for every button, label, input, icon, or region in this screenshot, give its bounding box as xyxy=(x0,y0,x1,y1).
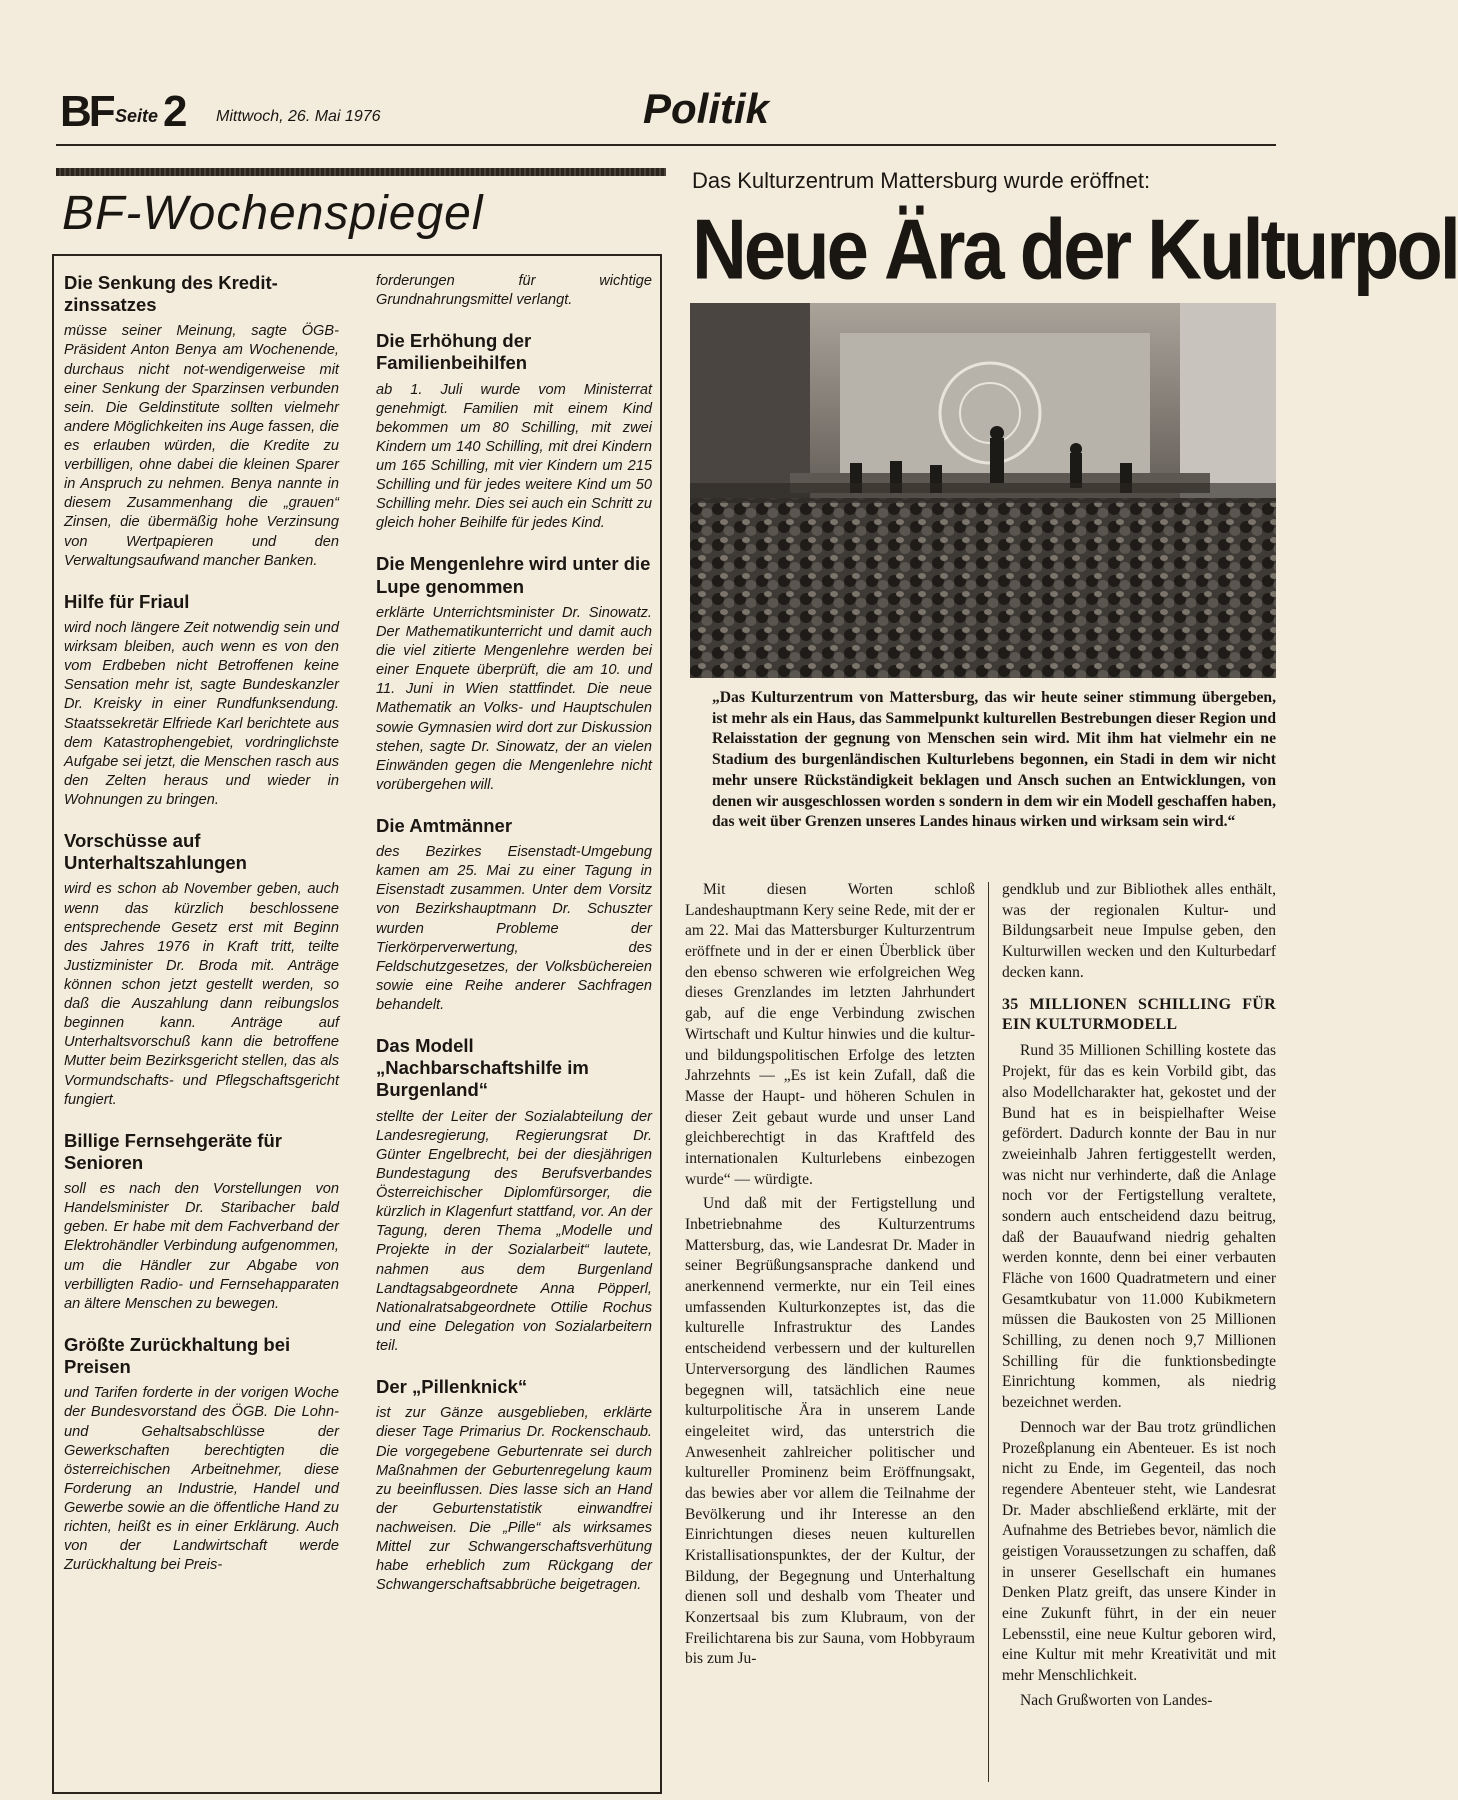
wochenspiegel-column-2 xyxy=(376,272,652,1615)
issue-date: Mittwoch, 26. Mai 1976 xyxy=(216,108,381,125)
news-heading: Das Modell „Nachbarschaftshilfe im Burgenland“ xyxy=(376,1035,589,1101)
concert-hall-photo xyxy=(690,303,1276,678)
news-body: und Tarifen forderte in der vorigen Woche der Bundesvorstand des ÖGB. Die Lohn- und Gehaltsabschlüsse der Gewerkschaften berechtigten die österreichischen Arbeitnehmer, diese Forderung an Industrie, Handel und Gewerbe sowie an die öffentliche Hand zu richten, heißt es in einer Erklärung. Auch von der Landwirtschaft werde Zurückhaltung bei Preis- xyxy=(64,1385,339,1574)
news-body: wird es schon ab November geben, auch wenn das kürzlich beschlossene entsprechende Gesetz erst mit Beginn des Jahres 1976 in Kraft tritt, teilte Justizminister Dr. Broda mit. Anträge können schon jetzt gestellt werden, so daß die Auszahlung dann reibungslos beginnen kann. Anträge auf Unterhaltsvorschuß kann die betroffene Mutter beim Bezirksgericht stellen, das als Vormundschafts- und Pflegschaftsgericht fungiert. xyxy=(64,881,339,1108)
news-heading: Hilfe für Friaul xyxy=(64,590,190,612)
wochenspiegel-column-1 xyxy=(64,272,339,1595)
news-body: wird noch längere Zeit notwendig sein und wirksam bleiben, auch wenn es von den vom Erdbeben nicht Betroffenen keine Sensation mehr ist, sagte Bundeskanzler Dr. Kreisky in einer Rundfunksendung. Staatssekretär Elfriede Karl berichtete aus dem Katastrophengebiet, vordringlichste Aufgabe sei jetzt, die Menschen rasch aus den Zelten heraus und wieder in Wohnungen zu bringen. xyxy=(64,619,339,808)
article-paragraph: gendklub und zur Bibliothek alles enthält, was der regionalen Kultur- und Bildungsarbeit neue Impulse geben, den Kulturwillen wecken und den Kulturbedarf decken kann. xyxy=(1002,881,1276,981)
masthead-rule xyxy=(56,144,1276,146)
news-item xyxy=(64,1130,339,1314)
article-lead-quote: „Das Kulturzentrum von Mattersburg, das wir heute seiner stimmung übergeben, ist mehr als ein Haus, das Sammelpunkt kulturellen Bestrebungen dieser Region und Relaisstation der gegnung von Menschen sein wird. Mit ihm hat vielmehr ein ne Stadium des burgenländischen Kulturlebens begonnen, ein Stadi in dem wir nicht mehr unsere Rückständigkeit beklagen und Ansch suchen an Entwicklungen, von denen wir ausgeschlossen worden s sondern in dem wir ein Modell geschaffen haben, das weit über Grenzen unseres Landes hinaus wirken und wirksam sein wird.“ xyxy=(712,689,1276,831)
news-body: erklärte Unterrichtsminister Dr. Sinowatz. Der Mathematikunterricht und damit auch die viel zitierte Mengenlehre werden bei einer Enquete überprüft, die am 10. und 11. Juni in Wien stattfindet. Die neue Mathematik an Volks- und Hauptschulen sowie Gymnasien wird dort zur Diskussion stehen, sagte Dr. Sinowatz, der an vielen Einwänden gegen die Mengenlehre nicht vorübergehen will. xyxy=(376,604,652,793)
article-headline: Neue Ära der Kulturpol xyxy=(692,202,1458,298)
article-paragraph: Und daß mit der Fertigstellung und Inbetriebnahme des Kulturzentrums Mattersburg, das, wie Landesrat Dr. Mader in seiner Begrüßungsansprache dankend und anerkennend vermerkte, nur ein Teil eines umfassenden Kulturkonzeptes ist, das die kulturelle Infrastruktur des Landes entscheidend verbessern und der kulturellen Unterversorgung des ländlichen Raumes begegnen will, tatsächlich eine neue kulturpolitische Ära in unserem Lande eingeleitet wird, das unterstrich die Anwesenheit zahlreicher politischer und kultureller Prominenz beim Eröffnungsakt, das bewies aber vor allem die Teilnahme der Bevölkerung und ihr Interesse an den Einrichtungen dieses neuen kulturellen Kristallisationspunktes, der der Kultur, der Bildung, der Begegnung und Unterhaltung dienen soll und deshalb vom Theater und Konzertsaal bis zum Klubraum, von der Freilichtarena bis zur Sauna, vom Hobbyraum bis zum Ju- xyxy=(685,1195,975,1668)
news-item xyxy=(376,1035,652,1356)
news-item xyxy=(376,330,652,533)
wochenspiegel-rule xyxy=(56,168,666,176)
news-item xyxy=(64,272,339,571)
news-body: ab 1. Juli wurde vom Ministerrat genehmigt. Familien mit einem Kind bekommen um 80 Schilling, mit zwei Kindern um 140 Schilling, mit drei Kindern um 165 Schilling, mit vier Kindern um 215 Schilling und für jedes weitere Kind um 50 Schilling mehr. Dies sei auch ein Schritt zu gleich hoher Beihilfe für jedes Kind. xyxy=(376,381,652,532)
news-item xyxy=(376,815,652,1015)
article-column-1 xyxy=(685,880,975,1674)
news-heading: Die Mengenlehre wird unter die Lupe genommen xyxy=(376,553,651,597)
article-column-2 xyxy=(1002,880,1276,1715)
news-item xyxy=(376,272,652,310)
news-heading: Die Erhöhung der Familienbeihilfen xyxy=(376,330,532,374)
page-label: Seite xyxy=(115,106,159,126)
section-title: Politik xyxy=(643,85,770,132)
page-number: 2 xyxy=(163,87,188,136)
news-heading: Der „Pillenknick“ xyxy=(376,1376,528,1398)
news-body: soll es nach den Vorstellungen von Handelsminister Dr. Staribacher bald geben. Er habe mit dem Fachverband der Elektrohändler Verbindung aufgenommen, um die Händler zur Abgabe von verbilligten Radio- und Fernsehapparaten an ältere Menschen zu bewegen. xyxy=(64,1181,339,1312)
news-item xyxy=(376,1376,652,1595)
news-body: forderungen für wichtige Grundnahrungsmittel verlangt. xyxy=(376,273,652,309)
article-paragraph: Mit diesen Worten schloß Landeshauptmann Kery seine Rede, mit der er am 22. Mai das Mattersburger Kulturzentrum eröffnete und in der er einen Überblick über den ebenso schweren wie erfolgreichen Weg dieses Grenzlandes im letzten Jahrhundert gab, auf die enge Verbindung zwischen Wirtschaft und Kultur hinwies und die kultur- und bildungspolitischen Erfolge des letzten Jahrzehnts — „Es ist kein Zufall, daß die Masse der Haupt- und höheren Schulen in dieser Zeit gebaut wurde und unser Land gleichberechtigt in das Kraftfeld des internationalen Kulturlebens einbezogen wurde“ — würdigte. xyxy=(685,881,975,1188)
news-heading: Vorschüsse auf Unterhaltszahlungen xyxy=(64,830,247,874)
news-body: ist zur Gänze ausgeblieben, erklärte dieser Tage Primarius Dr. Rockenschaub. Die vorgegebene Geburtenrate sei durch Maßnahmen der Geburtenregelung kaum zu beeinflussen. Dies lasse sich an Hand der Geburtenstatistik einwandfrei nachweisen. Die „Pille“ als wirksames Mittel zur Schwangerschaftsverhütung habe erheblich zum Rückgang der Schwangerschaftsabbrüche beigetragen. xyxy=(376,1405,652,1594)
news-item xyxy=(64,591,339,810)
news-heading: Billige Fernsehgeräte für Senioren xyxy=(64,1129,282,1173)
wochenspiegel-title: BF-Wochenspiegel xyxy=(62,187,484,240)
article-paragraph: Nach Grußworten von Landes- xyxy=(1020,1691,1213,1709)
column-divider xyxy=(988,882,989,1782)
news-body: müsse seiner Meinung, sagte ÖGB-Präsident Anton Benya am Wochenende, durchaus nicht not-wendigerweise mit einer Senkung der Sparzinsen verbunden sein. Die Geldinstitute sollten vielmehr andere Möglichkeiten ins Auge fassen, die es erlauben würden, die Kredite zu verbilligen, ohne dabei die kleinen Sparer in Anspruch zu nehmen. Benya nannte in diesem Zusammenhang die „grauen“ Zinsen, die übermäßig hohe Verzinsung von Wertpapieren und den Verwaltungsaufwand mancher Banken. xyxy=(64,323,339,569)
newspaper-logo: BF xyxy=(60,87,113,136)
news-heading: Größte Zurückhaltung bei Preisen xyxy=(64,1333,291,1378)
news-item xyxy=(376,553,652,794)
news-item xyxy=(64,830,339,1110)
news-heading: Die Senkung des Kredit-zinssatzes xyxy=(64,272,278,316)
article-paragraph: Dennoch war der Bau trotz gründlichen Prozeßplanung ein Abenteuer. Es ist noch nicht zu Ende, im Gegenteil, das noch regendere Abenteuer steht, wie Landesrat Dr. Mader abschließend erklärte, mit der Aufnahme des Betriebes bevor, nämlich die geistigen Voraussetzungen zu schaffen, daß in unserer Gesellschaft ein humanes Denken Platz greift, das unsere Kinder in eine Zukunft führt, in der ein neuer Lebensstil, eine neue Kultur geboren wird, eine Kultur mit mehr Kreativität und mit mehr Menschlichkeit. xyxy=(1002,1418,1276,1685)
article-kicker: Das Kulturzentrum Mattersburg wurde eröffnet: xyxy=(692,168,1151,193)
news-body: des Bezirkes Eisenstadt-Umgebung kamen am 25. Mai zu einer Tagung in Eisenstadt zusammen. Unter dem Vorsitz von Bezirkshauptmann Dr. Schuszter wurden Probleme der Tierkörperverwertung, des Feldschutzgesetzes, der Volksbüchereien sowie eine Reihe anderer Sachfragen behandelt. xyxy=(376,844,652,1013)
news-body: stellte der Leiter der Sozialabteilung der Landesregierung, Regierungsrat Dr. Günter Engelbrecht, bei der diesjährigen Bundestagung des Berufsverbandes Österreichischer Diplomfürsorger, die kürzlich in Klagenfurt stattfand, vor. An der Tagung, deren Thema „Modelle und Projekte in der Sozialarbeit“ lautete, nahmen aus dem Burgenland Landtagsabgeordnete Anna Pöpperl, Nationalratsabgeordnete Ottilie Rochus und eine Delegation von Sozialarbeitern teil. xyxy=(376,1108,652,1354)
article-paragraph: Rund 35 Millionen Schilling kostete das Projekt, für das es kein Vorbild gibt, das also Modellcharakter hat, gekostet und der Bund hat es in beispielhafter Weise gefördert. Dadurch konnte der Bau in nur zweieinhalb Jahren fertiggestellt werden, was nicht nur verhinderte, daß die Anlage noch vor der Fertigstellung veraltete, sondern auch entscheidend dazu beitrug, daß der Bauaufwand niedrig gehalten werden konnte, denn bei einer verbauten Fläche von 1600 Quadratmetern und einer Gesamtkubatur von 11.000 Kubikmetern müssen die Baukosten von 25 Millionen Schilling, zu denen noch 9,7 Millionen Schilling für die funktionsbedingte Einrichtung kommen, als niedrig bezeichnet werden. xyxy=(1002,1042,1276,1412)
article-subheading: 35 MILLIONEN SCHILLING FÜR EIN KULTURMODELL xyxy=(1002,996,1276,1034)
news-heading: Die Amtmänner xyxy=(376,814,513,836)
news-item xyxy=(64,1334,339,1575)
